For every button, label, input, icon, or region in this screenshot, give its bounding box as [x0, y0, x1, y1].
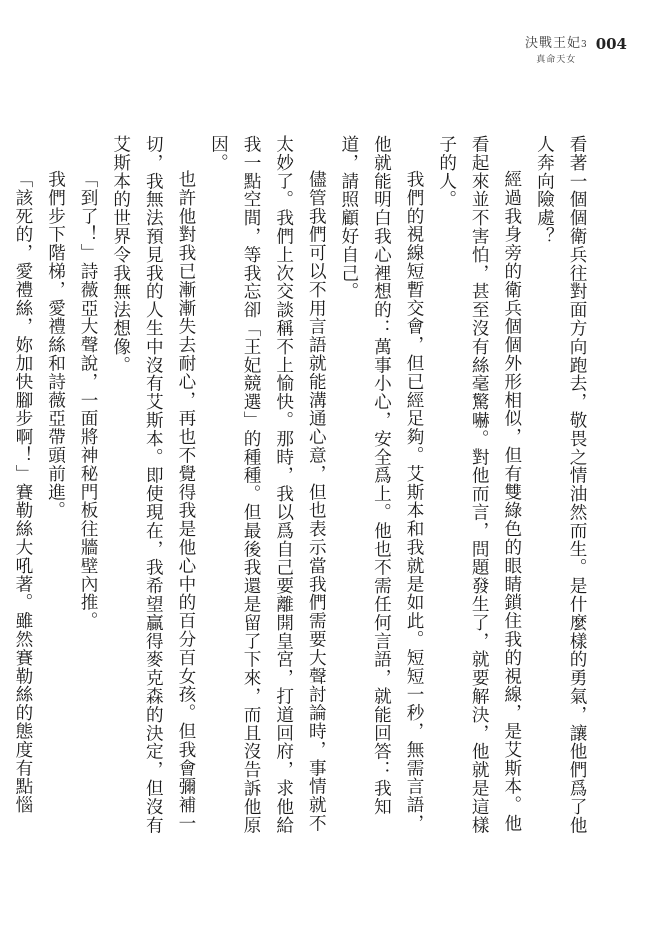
paragraph: 我們的視線短暫交會，但已經足夠。艾斯本和我就是如此。短短一秒，無需言語，他就能明白我心裡想的：萬事小心，安全爲上。他也不需任何言語，就能回答：我知道，請照顧好自己。 — [338, 135, 425, 833]
header-titles — [525, 36, 588, 66]
paragraph: 經過我身旁的衛兵個個外形相似，但有雙綠色的眼睛鎖住我的視線，是艾斯本。他看起來並不害怕，甚至沒有絲毫驚嚇。對他而言，問題發生了，就要解決，他就是這樣子的人。 — [436, 135, 522, 835]
paragraph: 也許他對我已漸漸失去耐心，再也不覺得我是他心中的百分百女孩。但我會彌補一切，我無法預見我的人生中沒有艾斯本。即使現在，我希望贏得麥克森的決定，但沒有艾斯本的世界令我無法想像。 — [110, 135, 196, 835]
book-subtitle: 真命天女 — [536, 55, 577, 65]
paragraph: 儘管我們可以不用言語就能溝通心意，但也表示當我們需要大聲討論時，事情就不太妙了。我們上次交談稱不上愉快。那時，我以爲自己要離開皇宮，打道回府，求他給我一點空間，等我忘卻「王妃競選」的種種。但最後我還是留了下來，而且沒告訴他原因。 — [208, 135, 327, 835]
page-number: 004 — [595, 35, 627, 53]
paragraph: 看著一個個衛兵往對面方向跑去，敬畏之情油然而生。是什麼樣的勇氣，讓他們爲了他人奔向險處？ — [534, 135, 587, 835]
paragraph: 「該死的，愛禮絲，妳加快腳步啊！」賽勒絲大吼著。雖然賽勒絲的態度有點惱 — [12, 170, 33, 815]
volume-number: 3 — [580, 40, 588, 50]
paragraph: 我們步下階梯，愛禮絲和詩薇亞帶頭前進。 — [45, 170, 66, 520]
series-title — [525, 36, 588, 53]
vertical-text-body — [0, 135, 593, 835]
paragraph: 「到了！」詩薇亞大聲說，一面將神秘門板往牆壁內推。 — [78, 170, 99, 631]
running-header — [525, 36, 627, 66]
series-title-text: 決戰王妃 — [524, 36, 581, 51]
